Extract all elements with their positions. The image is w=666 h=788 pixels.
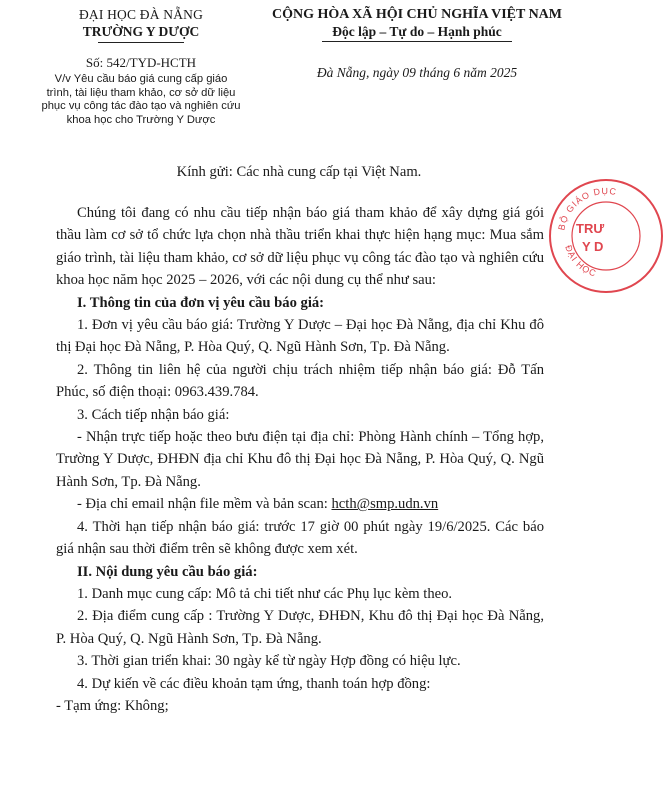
school-name: TRƯỜNG Y DƯỢC bbox=[82, 24, 200, 39]
intro-paragraph: Chúng tôi đang có nhu cầu tiếp nhận báo giá tham khảo để xây dựng giá gói thầu làm cơ sở tổ chức lựa chọn nhà thầu triển khai thực hiện hạng mục: Mua sắm giáo trình, tài liệu tham khảo, cơ sở dữ liệu phục vụ công tác đào tạo và nghiên cứu khoa học năm học 2025 – 2026, với các nội dung cụ thể như sau: bbox=[56, 205, 544, 289]
section-2-item-4: 4. Dự kiến về các điều khoản tạm ứng, thanh toán hợp đồng: bbox=[77, 675, 431, 692]
section-2-item-1: 1. Danh mục cung cấp: Mô tả chi tiết như các Phụ lục kèm theo. bbox=[77, 585, 453, 602]
section-2-item-3: 3. Thời gian triển khai: 30 ngày kể từ ngày Hợp đồng có hiệu lực. bbox=[77, 653, 461, 670]
subject-line: trình, tài liệu tham khảo, cơ sở dữ liệu bbox=[46, 86, 236, 99]
issuer-underline bbox=[98, 42, 184, 43]
stamp-center-line-2: Y D bbox=[582, 239, 604, 254]
section-2-heading: II. Nội dung yêu cầu báo giá: bbox=[77, 563, 258, 580]
section-1-item-1: 1. Đơn vị yêu cầu báo giá: Trường Y Dược – Đại học Đà Nẵng, địa chỉ Khu đô thị Đại học Đà Nẵng, P. Hòa Quý, Q. Ngũ Hành Sơn, Tp. Đà Nẵng. bbox=[56, 317, 544, 356]
national-motto: Độc lập – Tự do – Hạnh phúc bbox=[332, 24, 502, 39]
section-2-advance: - Tạm ứng: Không; bbox=[56, 697, 169, 714]
stamp-center-line-1: TRƯ bbox=[576, 221, 605, 236]
official-stamp bbox=[546, 176, 666, 296]
section-2-item-2: 2. Địa điểm cung cấp : Trường Y Dược, ĐHĐN, Khu đô thị Đại học Đà Nẵng, P. Hòa Quý, Q. Ngũ Hành Sơn, Tp. Đà Nẵng. bbox=[56, 608, 544, 647]
subject-line: khoa học cho Trường Y Dược bbox=[66, 113, 216, 126]
nation-block bbox=[236, 6, 598, 81]
stamp-top-text-path: BỘ GIÁO DỤC bbox=[556, 185, 618, 232]
section-1-direct-receipt: - Nhận trực tiếp hoặc theo bưu điện tại địa chỉ: Phòng Hành chính – Tổng hợp, Trường Y Dược, ĐHĐN địa chỉ Khu đô thị Đại học Đà Nẵng, P. Hòa Quý, Q. Ngũ Hành Sơn, Tp. Đà Nẵng. bbox=[56, 429, 544, 490]
motto-underline bbox=[322, 41, 512, 42]
document-subject bbox=[6, 73, 276, 127]
stamp-inner-ring bbox=[572, 202, 640, 270]
recipient-line: Kính gửi: Các nhà cung cấp tại Việt Nam. bbox=[176, 164, 422, 180]
letter-body bbox=[56, 202, 544, 717]
subject-line: V/v Yêu cầu báo giá cung cấp giáo bbox=[54, 73, 228, 85]
section-1-heading: I. Thông tin của đơn vị yêu cầu báo giá: bbox=[77, 294, 325, 311]
section-1-item-4: 4. Thời hạn tiếp nhận báo giá: trước 17 giờ 00 phút ngày 19/6/2025. Các báo giá nhận sau thời điểm trên sẽ không được xem xét. bbox=[56, 518, 544, 558]
section-1-item-3: 3. Cách tiếp nhận báo giá: bbox=[77, 406, 230, 423]
date-line: Đà Nẵng, ngày 09 tháng 6 năm 2025 bbox=[316, 65, 518, 80]
stamp-bottom-text-path: ĐẠI HỌC bbox=[563, 243, 599, 279]
university-name: ĐẠI HỌC ĐÀ NẴNG bbox=[78, 7, 204, 22]
stamp-outer-ring bbox=[550, 180, 662, 292]
subject-line: phục vụ công tác đào tạo và nghiên cứu bbox=[41, 100, 241, 113]
document-number: Số: 542/TYD-HCTH bbox=[85, 55, 197, 70]
section-1-email-line bbox=[56, 493, 544, 515]
email-link[interactable]: hcth@smp.udn.vn bbox=[331, 496, 439, 513]
section-1-item-2: 2. Thông tin liên hệ của người chịu trách nhiệm tiếp nhận báo giá: Đỗ Tấn Phúc, số điện thoại: 0963.439.784. bbox=[56, 361, 544, 401]
email-label: - Địa chỉ email nhận file mềm và bản scan: bbox=[77, 496, 332, 513]
nation-title: CỘNG HÒA XÃ HỘI CHỦ NGHĨA VIỆT NAM bbox=[271, 7, 562, 22]
